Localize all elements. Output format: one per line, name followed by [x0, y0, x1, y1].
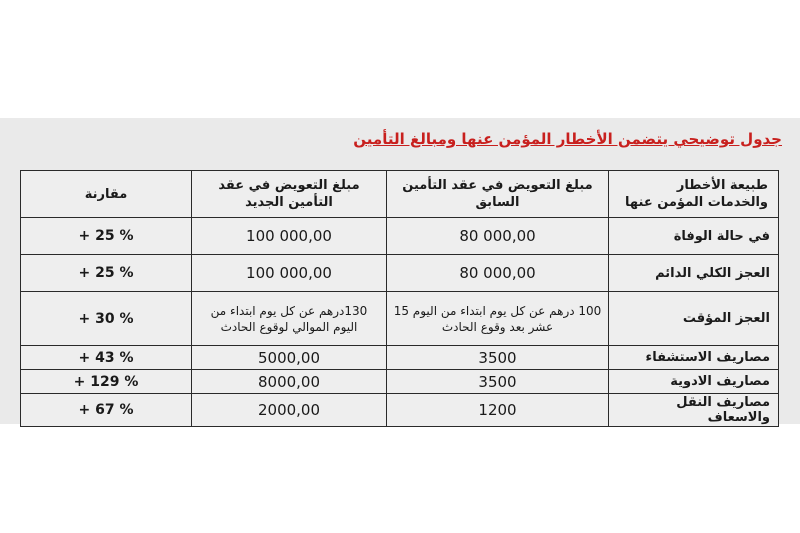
- previous-amount-cell: 80 000,00: [387, 218, 609, 255]
- new-amount-cell: 2000,00: [192, 394, 387, 427]
- comparison-cell: + 129 %: [21, 370, 192, 394]
- table-header-row: [21, 171, 779, 218]
- header-comparison: مقارنة: [21, 171, 192, 218]
- comparison-cell: + 25 %: [21, 218, 192, 255]
- table-row: [21, 218, 779, 255]
- risk-cell: العجز المؤقت: [609, 292, 779, 346]
- new-amount-cell: 100 000,00: [192, 255, 387, 292]
- previous-amount-cell: 100 درهم عن كل يوم ابتداء من اليوم 15 عشر بعد وقوع الحادث: [387, 292, 609, 346]
- new-amount-cell: 100 000,00: [192, 218, 387, 255]
- header-risk-type: طبيعة الأخطار والخدمات المؤمن عنها: [609, 171, 779, 218]
- previous-amount-cell: 80 000,00: [387, 255, 609, 292]
- risk-cell: مصاريف الاستشفاء: [609, 346, 779, 370]
- risk-cell: العجز الكلي الدائم: [609, 255, 779, 292]
- table-row: [21, 394, 779, 427]
- comparison-cell: + 43 %: [21, 346, 192, 370]
- table-row: [21, 292, 779, 346]
- photo-bottom-margin: [0, 424, 800, 533]
- table-row: [21, 346, 779, 370]
- table-row: [21, 255, 779, 292]
- coverage-table: [20, 170, 779, 427]
- risk-cell: في حالة الوفاة: [609, 218, 779, 255]
- table-row: [21, 370, 779, 394]
- previous-amount-cell: 1200: [387, 394, 609, 427]
- header-previous-contract: مبلغ التعويض في عقد التأمين السابق: [387, 171, 609, 218]
- risk-cell: مصاريف الادوية: [609, 370, 779, 394]
- comparison-cell: + 25 %: [21, 255, 192, 292]
- risk-cell: مصاريف النقل والاسعاف: [609, 394, 779, 427]
- photo-top-margin: [0, 0, 800, 118]
- document-title: جدول توضيحي يتضمن الأخطار المؤمن عنها ومبالغ التأمين: [353, 130, 782, 148]
- previous-amount-cell: 3500: [387, 370, 609, 394]
- header-new-contract: مبلغ التعويض في عقد التأمين الجديد: [192, 171, 387, 218]
- new-amount-cell: 130درهم عن كل يوم ابتداء من اليوم الموالي لوقوع الحادث: [192, 292, 387, 346]
- comparison-cell: + 30 %: [21, 292, 192, 346]
- new-amount-cell: 8000,00: [192, 370, 387, 394]
- previous-amount-cell: 3500: [387, 346, 609, 370]
- comparison-cell: + 67 %: [21, 394, 192, 427]
- new-amount-cell: 5000,00: [192, 346, 387, 370]
